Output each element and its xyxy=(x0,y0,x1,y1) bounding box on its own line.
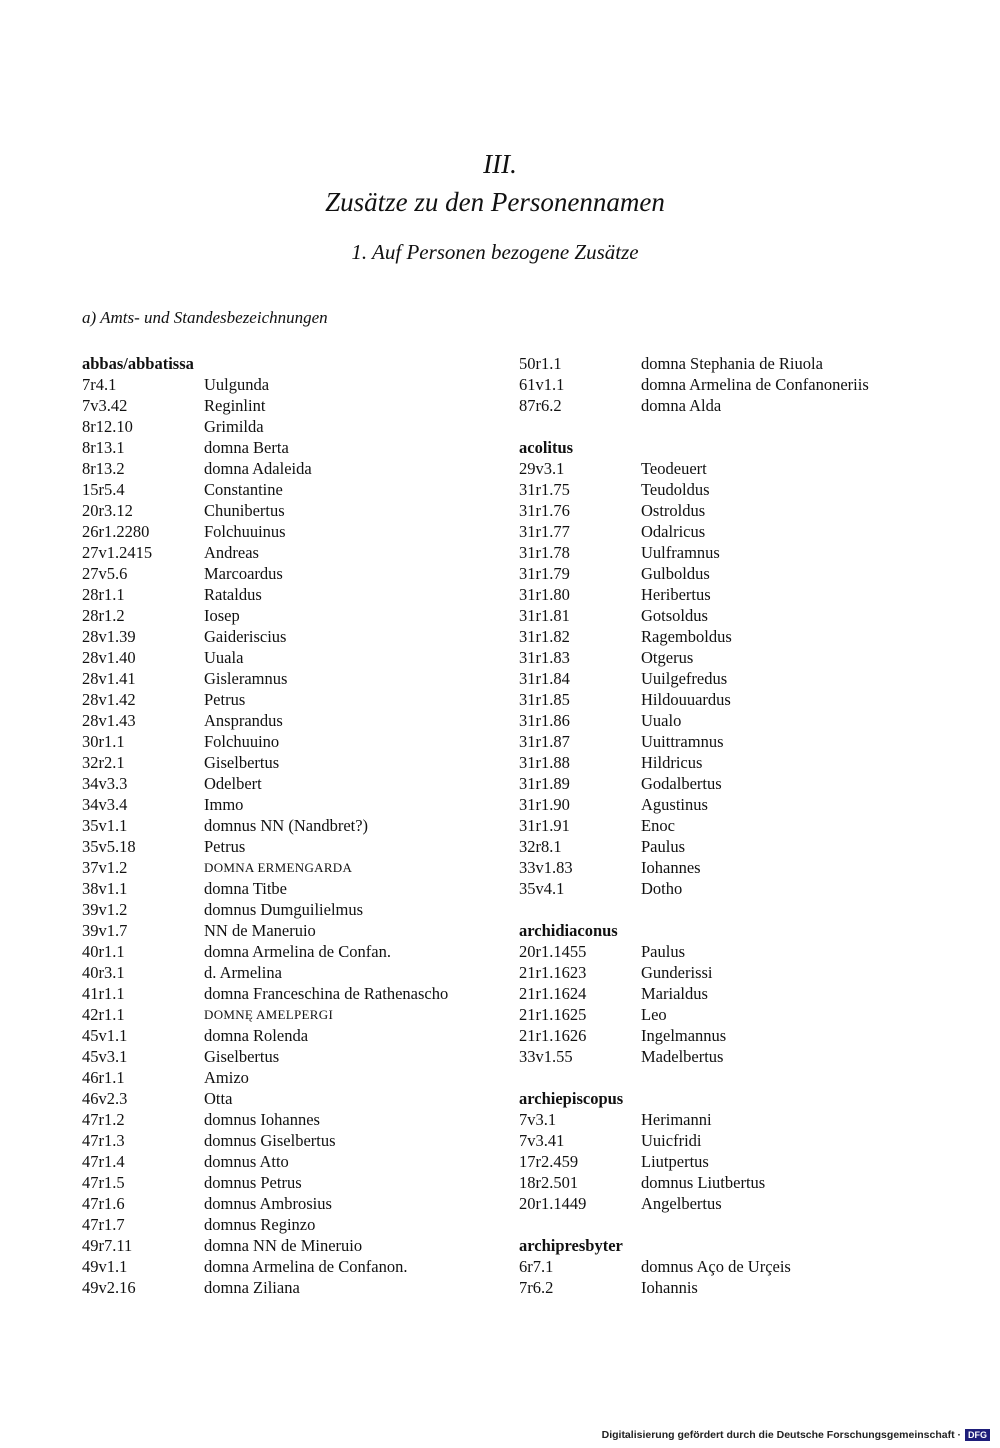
index-entry xyxy=(519,647,919,668)
index-entry xyxy=(519,1277,919,1298)
index-entry xyxy=(519,626,919,647)
entry-name: Uualo xyxy=(641,711,682,730)
entry-name: domna Alda xyxy=(641,396,722,415)
entry-name: Herimanni xyxy=(641,1110,712,1129)
entry-name: Ansprandus xyxy=(204,711,283,730)
index-entry xyxy=(82,1004,502,1025)
index-entry xyxy=(519,710,919,731)
index-entry xyxy=(82,1067,502,1088)
entry-reference: 31r1.89 xyxy=(519,774,570,793)
index-entry xyxy=(519,794,919,815)
right-column xyxy=(519,353,919,1298)
spacer xyxy=(519,1067,919,1088)
index-entry xyxy=(82,647,502,668)
entry-name: Otta xyxy=(204,1089,233,1108)
category-heading: abbas/abbatissa xyxy=(82,354,194,373)
index-entry xyxy=(82,605,502,626)
entry-reference: 47r1.5 xyxy=(82,1173,125,1192)
index-entry xyxy=(82,542,502,563)
entry-name: domna Franceschina de Rathenascho xyxy=(204,984,449,1003)
entry-name: domnus Giselbertus xyxy=(204,1131,336,1150)
entry-name: Uuilgefredus xyxy=(641,669,728,688)
entry-name: domnus Dumguilielmus xyxy=(204,900,364,919)
index-entry xyxy=(519,479,919,500)
index-entry xyxy=(519,1193,919,1214)
index-entry xyxy=(519,857,919,878)
entry-reference: 35v5.18 xyxy=(82,837,136,856)
index-entry xyxy=(82,395,502,416)
entry-name: Giselbertus xyxy=(204,753,280,772)
entry-name: Godalbertus xyxy=(641,774,722,793)
entry-name: Ingelmannus xyxy=(641,1026,727,1045)
entry-reference: 30r1.1 xyxy=(82,732,125,751)
index-entry xyxy=(519,1109,919,1130)
entry-reference: 21r1.1625 xyxy=(519,1005,587,1024)
index-entry xyxy=(82,857,502,878)
entry-name: Iohannis xyxy=(641,1278,698,1297)
index-entry xyxy=(82,1046,502,1067)
entry-name: Hildricus xyxy=(641,753,703,772)
entry-name: Liutpertus xyxy=(641,1152,709,1171)
index-entry xyxy=(82,710,502,731)
index-entry xyxy=(82,479,502,500)
spacer xyxy=(519,1214,919,1235)
entry-reference: 45v3.1 xyxy=(82,1047,128,1066)
entry-reference: 8r12.10 xyxy=(82,417,133,436)
index-entry xyxy=(519,584,919,605)
index-entry xyxy=(519,605,919,626)
entry-name: DOMNĘ AMELPERGI xyxy=(204,1007,334,1022)
entry-reference: 31r1.79 xyxy=(519,564,570,583)
entry-name: Odalricus xyxy=(641,522,706,541)
index-entry xyxy=(82,1025,502,1046)
entry-name: Uulframnus xyxy=(641,543,720,562)
index-entry xyxy=(82,1130,502,1151)
index-entry xyxy=(519,395,919,416)
entry-name: Grimilda xyxy=(204,417,264,436)
entry-reference: 42r1.1 xyxy=(82,1005,125,1024)
entry-name: Dotho xyxy=(641,879,683,898)
entry-name: domnus Iohannes xyxy=(204,1110,320,1129)
entry-name: Uuicfridi xyxy=(641,1131,702,1150)
entry-name: Agustinus xyxy=(641,795,708,814)
entry-reference: 38v1.1 xyxy=(82,879,128,898)
entry-reference: 31r1.86 xyxy=(519,711,570,730)
entry-name: domnus NN (Nandbret?) xyxy=(204,816,369,835)
entry-name: domna Armelina de Confan. xyxy=(204,942,391,961)
entry-reference: 32r8.1 xyxy=(519,837,562,856)
index-entry xyxy=(519,458,919,479)
entry-reference: 28r1.1 xyxy=(82,585,125,604)
entry-name: Constantine xyxy=(204,480,283,499)
entry-reference: 8r13.1 xyxy=(82,438,125,457)
entry-name: domnus Ambrosius xyxy=(204,1194,332,1213)
entry-name: domna Ziliana xyxy=(204,1278,300,1297)
entry-reference: 49v2.16 xyxy=(82,1278,136,1297)
entry-reference: 31r1.87 xyxy=(519,732,570,751)
entry-name: Leo xyxy=(641,1005,667,1024)
entry-reference: 40r1.1 xyxy=(82,942,125,961)
entry-name: Rataldus xyxy=(204,585,262,604)
entry-reference: 50r1.1 xyxy=(519,354,562,373)
entry-name: Heribertus xyxy=(641,585,711,604)
entry-reference: 8r13.2 xyxy=(82,459,125,478)
entry-reference: 17r2.459 xyxy=(519,1152,579,1171)
index-entry xyxy=(82,563,502,584)
entry-reference: 34v3.3 xyxy=(82,774,128,793)
entry-name: Gulboldus xyxy=(641,564,710,583)
entry-reference: 37v1.2 xyxy=(82,858,128,877)
entry-reference: 45v1.1 xyxy=(82,1026,128,1045)
entry-name: Giselbertus xyxy=(204,1047,280,1066)
index-entry xyxy=(519,521,919,542)
index-entry xyxy=(519,563,919,584)
entry-name: Angelbertus xyxy=(641,1194,722,1213)
index-entry xyxy=(82,1151,502,1172)
entry-name: Gotsoldus xyxy=(641,606,708,625)
entry-reference: 87r6.2 xyxy=(519,396,562,415)
entry-reference: 31r1.90 xyxy=(519,795,570,814)
entry-reference: 7r6.2 xyxy=(519,1278,554,1297)
entry-name: domna Adaleida xyxy=(204,459,312,478)
entry-name: Ragemboldus xyxy=(641,627,732,646)
index-entry xyxy=(82,773,502,794)
entry-name: domna Armelina de Confanoneriis xyxy=(641,375,869,394)
entry-name: Iohannes xyxy=(641,858,701,877)
index-entry xyxy=(82,878,502,899)
entry-reference: 31r1.80 xyxy=(519,585,570,604)
entry-reference: 7v3.41 xyxy=(519,1131,565,1150)
index-entry xyxy=(519,941,919,962)
index-entry xyxy=(82,899,502,920)
entry-name: Gunderissi xyxy=(641,963,713,982)
index-entry xyxy=(82,983,502,1004)
index-entry xyxy=(82,1256,502,1277)
entry-reference: 31r1.75 xyxy=(519,480,570,499)
entry-name: Uuala xyxy=(204,648,244,667)
footer-credit xyxy=(602,1429,990,1441)
index-entry xyxy=(82,626,502,647)
index-entry xyxy=(82,458,502,479)
entry-reference: 31r1.91 xyxy=(519,816,570,835)
entry-reference: 28v1.43 xyxy=(82,711,136,730)
entry-name: Madelbertus xyxy=(641,1047,724,1066)
entry-reference: 47r1.4 xyxy=(82,1152,125,1171)
index-entry xyxy=(82,815,502,836)
entry-name: domnus Reginzo xyxy=(204,1215,316,1234)
entry-name: DOMNA ERMENGARDA xyxy=(204,860,353,875)
entry-reference: 31r1.88 xyxy=(519,753,570,772)
entry-reference: 21r1.1624 xyxy=(519,984,587,1003)
entry-name: d. Armelina xyxy=(204,963,282,982)
entry-name: Reginlint xyxy=(204,396,266,415)
entry-name: Teudoldus xyxy=(641,480,710,499)
index-entry xyxy=(519,374,919,395)
chapter-title: Zusätze zu den Personennamen xyxy=(325,187,665,217)
entry-name: Uuittramnus xyxy=(641,732,724,751)
spacer xyxy=(519,416,919,437)
entry-name: Folchuuino xyxy=(204,732,280,751)
category-heading: acolitus xyxy=(519,438,574,457)
entry-name: NN de Maneruio xyxy=(204,921,316,940)
index-entry xyxy=(82,521,502,542)
index-entry xyxy=(519,815,919,836)
index-entry xyxy=(82,500,502,521)
entry-reference: 26r1.2280 xyxy=(82,522,150,541)
index-entry xyxy=(82,1235,502,1256)
index-entry xyxy=(519,836,919,857)
index-entry xyxy=(519,878,919,899)
entry-name: Andreas xyxy=(204,543,259,562)
index-entry xyxy=(82,416,502,437)
entry-reference: 47r1.3 xyxy=(82,1131,125,1150)
entry-name: domna Armelina de Confanon. xyxy=(204,1257,408,1276)
entry-name: domna NN de Mineruio xyxy=(204,1236,363,1255)
entry-name: Petrus xyxy=(204,690,246,709)
index-entry xyxy=(519,1130,919,1151)
entry-reference: 47r1.2 xyxy=(82,1110,125,1129)
entry-reference: 39v1.2 xyxy=(82,900,128,919)
index-entry xyxy=(519,542,919,563)
index-entry xyxy=(82,689,502,710)
index-entry xyxy=(519,689,919,710)
entry-reference: 33v1.55 xyxy=(519,1047,573,1066)
entry-name: domna Berta xyxy=(204,438,289,457)
footer-text: Digitalisierung gefördert durch die Deutsche Forschungsgemeinschaft · xyxy=(601,1429,961,1441)
index-entry xyxy=(82,731,502,752)
entry-name: Paulus xyxy=(641,837,686,856)
entry-name: Teodeuert xyxy=(641,459,707,478)
index-entry xyxy=(82,1172,502,1193)
entry-reference: 31r1.84 xyxy=(519,669,570,688)
entry-reference: 32r2.1 xyxy=(82,753,125,772)
entry-reference: 6r7.1 xyxy=(519,1257,554,1276)
entry-name: domnus Liutbertus xyxy=(641,1173,766,1192)
index-entry xyxy=(519,1172,919,1193)
index-entry xyxy=(82,668,502,689)
index-entry xyxy=(519,773,919,794)
left-column xyxy=(82,353,502,1298)
entry-reference: 7v3.1 xyxy=(519,1110,557,1129)
entry-name: Ostroldus xyxy=(641,501,706,520)
entry-reference: 20r3.12 xyxy=(82,501,133,520)
entry-name: Odelbert xyxy=(204,774,262,793)
category-heading: archipresbyter xyxy=(519,1236,623,1255)
index-entry xyxy=(82,1214,502,1235)
entry-reference: 47r1.6 xyxy=(82,1194,125,1213)
entry-reference: 21r1.1623 xyxy=(519,963,587,982)
entry-reference: 7v3.42 xyxy=(82,396,128,415)
entry-reference: 39v1.7 xyxy=(82,921,128,940)
entry-name: Gaideriscius xyxy=(204,627,287,646)
entry-reference: 31r1.76 xyxy=(519,501,570,520)
entry-name: Folchuuinus xyxy=(204,522,286,541)
index-entry xyxy=(519,1025,919,1046)
chapter-number: III. xyxy=(483,149,517,179)
entry-reference: 27v1.2415 xyxy=(82,543,153,562)
index-entry xyxy=(519,983,919,1004)
index-entry xyxy=(82,920,502,941)
index-entry xyxy=(82,941,502,962)
entry-reference: 34v3.4 xyxy=(82,795,128,814)
index-entry xyxy=(82,437,502,458)
entry-reference: 28r1.2 xyxy=(82,606,125,625)
entry-reference: 28v1.39 xyxy=(82,627,136,646)
spacer xyxy=(519,899,919,920)
entry-name: Chunibertus xyxy=(204,501,285,520)
entry-reference: 31r1.78 xyxy=(519,543,570,562)
entry-reference: 15r5.4 xyxy=(82,480,125,499)
entry-reference: 28v1.42 xyxy=(82,690,136,709)
entry-name: Marialdus xyxy=(641,984,708,1003)
entry-reference: 31r1.83 xyxy=(519,648,570,667)
entry-reference: 7r4.1 xyxy=(82,375,117,394)
entry-reference: 27v5.6 xyxy=(82,564,128,583)
index-entry xyxy=(82,836,502,857)
entry-reference: 33v1.83 xyxy=(519,858,573,877)
entry-reference: 35v1.1 xyxy=(82,816,128,835)
entry-name: Uulgunda xyxy=(204,375,270,394)
entry-name: Gisleramnus xyxy=(204,669,288,688)
entry-reference: 29v3.1 xyxy=(519,459,565,478)
entry-name: domnus Atto xyxy=(204,1152,289,1171)
index-entry xyxy=(519,500,919,521)
entry-name: Marcoardus xyxy=(204,564,283,583)
entry-reference: 40r3.1 xyxy=(82,963,125,982)
entry-reference: 46v2.3 xyxy=(82,1089,128,1108)
entry-name: Petrus xyxy=(204,837,246,856)
index-entry xyxy=(519,752,919,773)
index-entry xyxy=(519,731,919,752)
entry-reference: 61v1.1 xyxy=(519,375,565,394)
entry-reference: 46r1.1 xyxy=(82,1068,125,1087)
entry-reference: 31r1.82 xyxy=(519,627,570,646)
index-entry xyxy=(519,962,919,983)
index-entry xyxy=(82,1109,502,1130)
index-entry xyxy=(519,1151,919,1172)
index-entry xyxy=(519,1046,919,1067)
entry-reference: 21r1.1626 xyxy=(519,1026,587,1045)
entry-reference: 47r1.7 xyxy=(82,1215,125,1234)
section-title: 1. Auf Personen bezogene Zusätze xyxy=(351,240,639,264)
entry-reference: 31r1.77 xyxy=(519,522,570,541)
entry-name: domna Rolenda xyxy=(204,1026,309,1045)
subsection-title: a) Amts- und Standesbezeichnungen xyxy=(82,308,328,327)
entry-name: Paulus xyxy=(641,942,686,961)
entry-name: Amizo xyxy=(204,1068,249,1087)
index-entry xyxy=(519,1256,919,1277)
entry-reference: 31r1.85 xyxy=(519,690,570,709)
entry-reference: 49v1.1 xyxy=(82,1257,128,1276)
entry-name: Immo xyxy=(204,795,244,814)
category-heading: archiepiscopus xyxy=(519,1089,624,1108)
index-entry xyxy=(519,353,919,374)
entry-reference: 20r1.1449 xyxy=(519,1194,587,1213)
index-entry xyxy=(82,1088,502,1109)
entry-name: Enoc xyxy=(641,816,675,835)
entry-reference: 28v1.40 xyxy=(82,648,136,667)
entry-reference: 28v1.41 xyxy=(82,669,136,688)
index-entry xyxy=(519,668,919,689)
entry-name: Iosep xyxy=(204,606,240,625)
entry-reference: 49r7.11 xyxy=(82,1236,133,1255)
entry-reference: 18r2.501 xyxy=(519,1173,579,1192)
entry-name: Otgerus xyxy=(641,648,694,667)
entry-reference: 35v4.1 xyxy=(519,879,565,898)
entry-reference: 31r1.81 xyxy=(519,606,570,625)
entry-name: domnus Aço de Urçeis xyxy=(641,1257,791,1276)
category-heading: archidiaconus xyxy=(519,921,618,940)
dfg-logo: DFG xyxy=(965,1429,990,1441)
entry-name: Hildouuardus xyxy=(641,690,731,709)
entry-reference: 41r1.1 xyxy=(82,984,125,1003)
entry-name: domna Titbe xyxy=(204,879,287,898)
entry-reference: 20r1.1455 xyxy=(519,942,587,961)
index-entry xyxy=(519,1004,919,1025)
index-entry xyxy=(82,1277,502,1298)
index-entry xyxy=(82,752,502,773)
index-entry xyxy=(82,584,502,605)
entry-name: domnus Petrus xyxy=(204,1173,302,1192)
index-entry xyxy=(82,794,502,815)
index-entry xyxy=(82,962,502,983)
entry-name: domna Stephania de Riuola xyxy=(641,354,823,373)
index-entry xyxy=(82,374,502,395)
index-entry xyxy=(82,1193,502,1214)
